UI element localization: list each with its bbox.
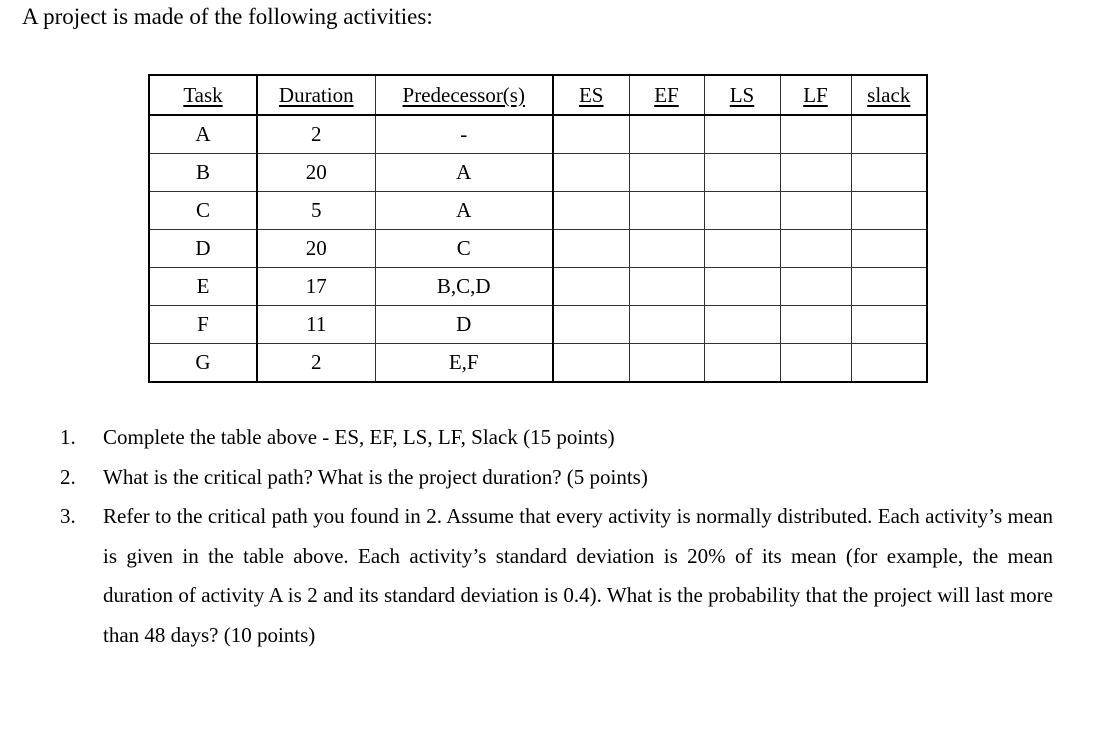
lf-cell [780, 344, 851, 383]
table-row [149, 344, 927, 383]
header-lf: LF [780, 75, 851, 115]
slack-cell [851, 268, 927, 306]
header-duration: Duration [257, 75, 375, 115]
duration-cell: 2 [257, 115, 375, 154]
duration-cell: 2 [257, 344, 375, 383]
lf-cell [780, 192, 851, 230]
duration-cell: 20 [257, 230, 375, 268]
table-header-row [149, 75, 927, 115]
header-slack: slack [851, 75, 927, 115]
ls-cell [704, 344, 780, 383]
slack-cell [851, 192, 927, 230]
question-1 [60, 418, 1053, 458]
ls-cell [704, 115, 780, 154]
question-list [60, 418, 1053, 655]
ls-cell [704, 192, 780, 230]
ef-cell [629, 344, 704, 383]
question-text: Refer to the critical path you found in 2. Assume that every activity is normally distributed. Each activity’s mean is given in the table above. Each activity’s standard deviation is 20% of its mean (for example, the mean duration of activity A is 2 and its standard deviation is 0.4). What is the probability that the project will last more than 48 days? (10 points) [103, 504, 1053, 647]
es-cell [553, 230, 629, 268]
task-cell: B [149, 154, 257, 192]
task-cell: F [149, 306, 257, 344]
ef-cell [629, 192, 704, 230]
es-cell [553, 115, 629, 154]
es-cell [553, 154, 629, 192]
table-row [149, 306, 927, 344]
duration-cell: 5 [257, 192, 375, 230]
es-cell [553, 268, 629, 306]
question-number: 1. [60, 425, 76, 449]
question-2 [60, 458, 1053, 498]
ls-cell [704, 306, 780, 344]
predecessor-cell: A [375, 154, 553, 192]
ls-cell [704, 230, 780, 268]
predecessor-cell: E,F [375, 344, 553, 383]
predecessor-cell: - [375, 115, 553, 154]
table-row [149, 192, 927, 230]
question-number: 3. [60, 504, 76, 528]
task-cell: D [149, 230, 257, 268]
lf-cell [780, 154, 851, 192]
header-predecessors: Predecessor(s) [375, 75, 553, 115]
ef-cell [629, 115, 704, 154]
header-es: ES [553, 75, 629, 115]
task-cell: G [149, 344, 257, 383]
predecessor-cell: C [375, 230, 553, 268]
slack-cell [851, 230, 927, 268]
table-row [149, 154, 927, 192]
slack-cell [851, 344, 927, 383]
ls-cell [704, 154, 780, 192]
predecessor-cell: B,C,D [375, 268, 553, 306]
lf-cell [780, 230, 851, 268]
ef-cell [629, 230, 704, 268]
question-number: 2. [60, 464, 76, 489]
duration-cell: 17 [257, 268, 375, 306]
lf-cell [780, 268, 851, 306]
slack-cell [851, 115, 927, 154]
header-ls: LS [704, 75, 780, 115]
task-cell: E [149, 268, 257, 306]
header-ef: EF [629, 75, 704, 115]
duration-cell: 20 [257, 154, 375, 192]
activity-table [148, 74, 928, 383]
es-cell [553, 192, 629, 230]
header-task: Task [149, 75, 257, 115]
predecessor-cell: A [375, 192, 553, 230]
question-text: Complete the table above - ES, EF, LS, LF, Slack (15 points) [103, 425, 615, 449]
duration-cell: 11 [257, 306, 375, 344]
task-cell: C [149, 192, 257, 230]
slack-cell [851, 154, 927, 192]
question-text: What is the critical path? What is the project duration? (5 points) [103, 464, 648, 489]
predecessor-cell: D [375, 306, 553, 344]
ef-cell [629, 306, 704, 344]
es-cell [553, 306, 629, 344]
table-row [149, 268, 927, 306]
question-3 [60, 497, 1053, 655]
ef-cell [629, 154, 704, 192]
task-cell: A [149, 115, 257, 154]
es-cell [553, 344, 629, 383]
slack-cell [851, 306, 927, 344]
lf-cell [780, 115, 851, 154]
table-row [149, 115, 927, 154]
lf-cell [780, 306, 851, 344]
ef-cell [629, 268, 704, 306]
table-row [149, 230, 927, 268]
ls-cell [704, 268, 780, 306]
intro-text: A project is made of the following activities: [22, 4, 433, 29]
